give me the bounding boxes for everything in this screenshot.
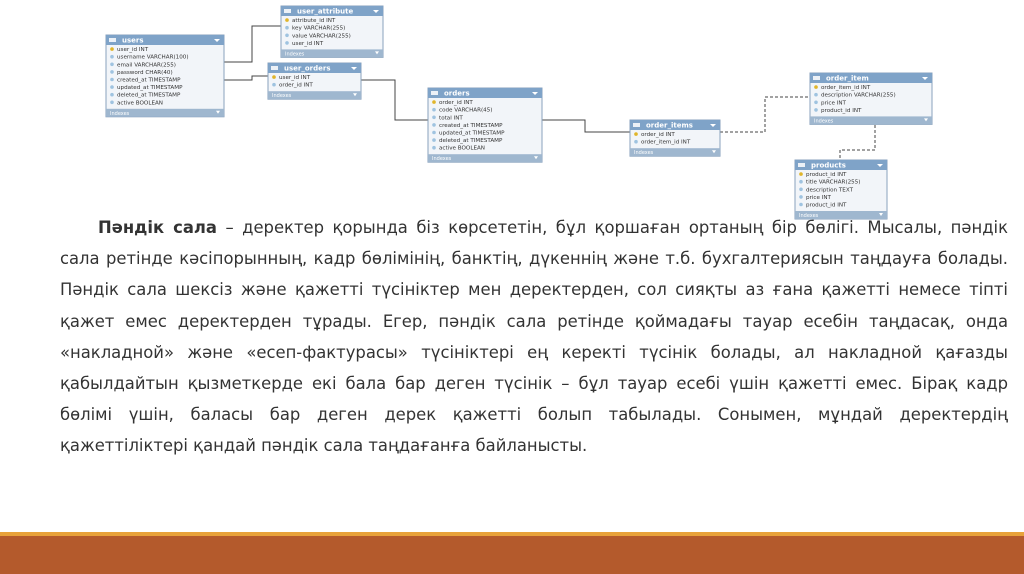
table-field: order_item_id INT: [821, 85, 871, 92]
field-icon: [110, 70, 114, 74]
field-icon: [432, 116, 436, 120]
field-icon: [285, 26, 289, 30]
table-field: user_id INT: [117, 47, 149, 54]
table-field: product_id INT: [821, 107, 862, 114]
table-field: order_id INT: [641, 132, 675, 139]
table-order-item: [810, 73, 932, 124]
table-title: order_items: [646, 121, 693, 130]
table-icon: [633, 123, 640, 127]
table-footer-label: Indexes: [432, 156, 452, 163]
table-field: active BOOLEAN: [117, 100, 163, 107]
relationship-line: [720, 97, 810, 132]
description-paragraph: [60, 212, 1008, 462]
paragraph-text: – деректер қорында біз көрсететін, бұл қоршаған ортаның бір бөлігі. Мысалы, пәндік сала ретінде кәсіпорынның, кадр бөлімінің, банктің, дүкеннің және т.б. бухгалтериясын таңдауға болады. Пәндік сала шексіз және қажетті түсініктер мен деректерден, сол сияқты аз ғана қажетті немесе тіпті қажет емес деректерден тұрады. Егер, пәндік сала ретінде қоймадағы тауар есебін таңдасақ, онда «накладной» және «есеп-фактурасы» түсініктері ең керекті түсінік болады, ал накладной қағазды қабылдайтын қызметкерде екі бала бар деген түсінік – бұл тауар есебі үшін қажетті емес. Бірақ кадр бөлімі үшін, баласы бар деген дерек қажетті болып табылады. Сонымен, мұндай деректердің қажеттіліктері қандай пәндік сала таңдағанға байланысты.: [60, 218, 1008, 456]
table-field: created_at TIMESTAMP: [117, 77, 181, 84]
table-field: product_id INT: [806, 202, 847, 209]
relationship-line: [840, 120, 875, 160]
table-icon: [271, 66, 278, 70]
table-field: value VARCHAR(255): [292, 33, 351, 40]
field-icon: [799, 180, 803, 184]
table-field: order_id INT: [279, 82, 313, 89]
field-icon: [432, 123, 436, 127]
field-icon: [285, 41, 289, 45]
key-icon: [272, 75, 276, 79]
field-icon: [432, 108, 436, 112]
field-icon: [110, 55, 114, 59]
table-field: deleted_at TIMESTAMP: [117, 92, 181, 99]
table-order-items: [630, 120, 720, 156]
table-title: products: [811, 161, 846, 170]
table-icon: [431, 91, 438, 95]
table-field: description VARCHAR(255): [821, 92, 896, 99]
field-icon: [110, 101, 114, 105]
field-icon: [814, 93, 818, 97]
field-icon: [799, 195, 803, 199]
table-field: title VARCHAR(255): [806, 179, 861, 186]
field-icon: [799, 188, 803, 192]
table-field: user_id INT: [292, 40, 324, 47]
field-icon: [110, 78, 114, 82]
table-field: price INT: [806, 194, 831, 201]
table-footer-label: Indexes: [799, 213, 819, 219]
table-icon: [813, 76, 820, 80]
field-icon: [285, 34, 289, 38]
key-icon: [634, 132, 638, 136]
table-user-orders: [268, 63, 361, 99]
table-users: [106, 35, 224, 117]
field-icon: [432, 138, 436, 142]
table-field: product_id INT: [806, 172, 847, 179]
table-title: order_item: [826, 74, 869, 83]
table-footer-label: Indexes: [285, 51, 305, 58]
table-field: key VARCHAR(255): [292, 25, 346, 32]
relationship-line: [361, 80, 428, 120]
table-field: price INT: [821, 100, 846, 107]
er-diagram: [0, 0, 1024, 219]
table-field: description TEXT: [806, 187, 853, 194]
table-field: attribute_id INT: [292, 18, 336, 25]
description-text: [60, 212, 1008, 462]
field-icon: [634, 140, 638, 144]
table-icon: [284, 9, 291, 13]
field-icon: [432, 146, 436, 150]
table-user-attribute: [281, 6, 383, 57]
table-footer-label: Indexes: [272, 93, 292, 100]
table-field: code VARCHAR(45): [439, 107, 493, 114]
field-icon: [110, 63, 114, 67]
table-field: username VARCHAR(100): [117, 54, 189, 61]
table-field: updated_at TIMESTAMP: [439, 130, 505, 137]
key-icon: [110, 47, 114, 51]
table-field: created_at TIMESTAMP: [439, 122, 503, 129]
table-field: order_item_id INT: [641, 139, 691, 146]
field-icon: [272, 83, 276, 87]
footer-bar: [0, 536, 1024, 574]
table-products: [795, 160, 887, 219]
table-title: users: [122, 36, 144, 45]
key-icon: [432, 100, 436, 104]
field-icon: [799, 203, 803, 207]
table-field: deleted_at TIMESTAMP: [439, 138, 503, 145]
field-icon: [432, 131, 436, 135]
key-icon: [799, 172, 803, 176]
table-field: user_id INT: [279, 75, 311, 82]
table-icon: [798, 163, 805, 167]
table-footer-label: Indexes: [634, 150, 654, 157]
field-icon: [110, 93, 114, 97]
table-field: order_id INT: [439, 100, 473, 107]
table-icon: [109, 38, 116, 42]
table-field: updated_at TIMESTAMP: [117, 85, 183, 92]
relationship-line: [542, 120, 630, 132]
key-icon: [285, 18, 289, 22]
key-icon: [814, 85, 818, 89]
table-field: password CHAR(40): [117, 69, 173, 76]
table-title: orders: [444, 89, 470, 98]
table-footer-label: Indexes: [110, 110, 130, 117]
relationship-line: [224, 76, 268, 80]
table-orders: [428, 88, 542, 162]
term-heading: Пәндік сала: [98, 218, 217, 237]
table-title: user_orders: [284, 64, 331, 73]
field-icon: [110, 85, 114, 89]
table-field: total INT: [439, 115, 463, 122]
table-field: active BOOLEAN: [439, 145, 485, 152]
table-title: user_attribute: [297, 7, 354, 16]
field-icon: [814, 101, 818, 105]
table-field: email VARCHAR(255): [117, 62, 176, 69]
field-icon: [814, 108, 818, 112]
relationship-line: [224, 26, 281, 62]
table-footer-label: Indexes: [814, 118, 834, 125]
